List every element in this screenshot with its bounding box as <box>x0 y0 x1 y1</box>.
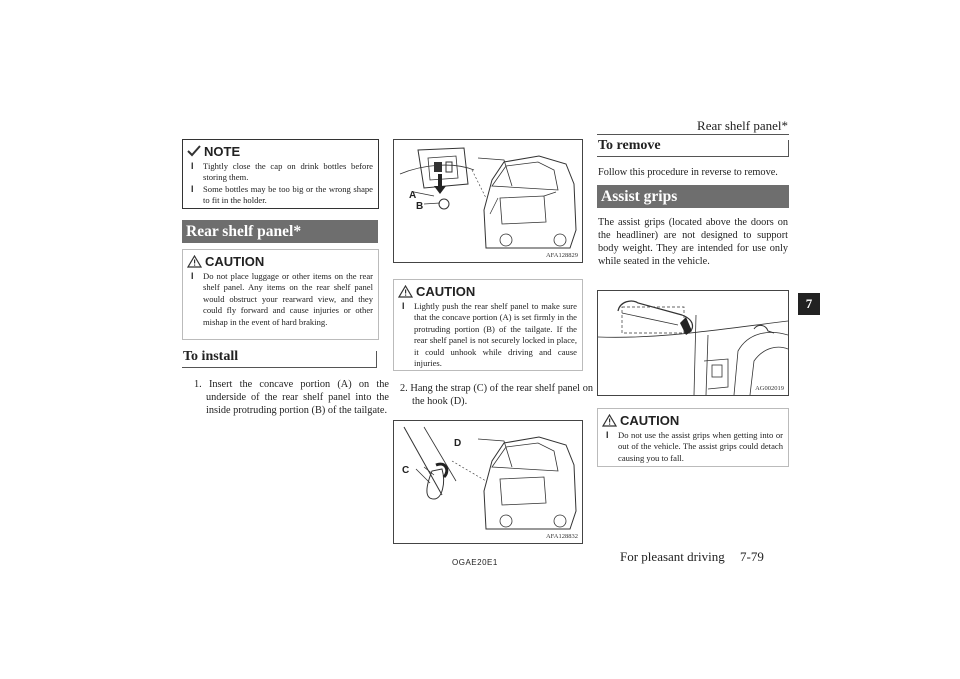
caution-item: l Do not use the assist grips when getting into or out of the vehicle. The assist grips could detach causing you to fall. <box>606 430 783 464</box>
caution-label: CAUTION <box>205 253 265 269</box>
caution-triangle-icon <box>602 414 617 427</box>
figure-install-hook <box>393 139 583 263</box>
caution-label: CAUTION <box>620 412 680 428</box>
figure-strap-drawing <box>394 421 582 543</box>
section-title-rear-shelf: Rear shelf panel* <box>182 220 378 243</box>
footer-section-title: For pleasant driving <box>620 549 725 564</box>
down-arrow-icon <box>434 174 446 194</box>
header-rule <box>597 134 789 135</box>
caution-header <box>183 250 378 269</box>
caution-header <box>598 409 788 428</box>
chapter-tab: 7 <box>798 293 820 315</box>
assist-grips-text: The assist grips (located above the doors on the headliner) are not designed to support body weight. They are intended for use only while seated in the vehicle. <box>598 217 788 267</box>
note-box <box>182 139 379 209</box>
subsection-rule <box>182 367 377 368</box>
remove-text: Follow this procedure in reverse to remove. <box>598 167 778 178</box>
note-item-2: l Some bottles may be too big or the wrong shape to fit in the holder. <box>191 184 373 207</box>
subsection-rule <box>597 156 789 157</box>
note-header <box>183 140 378 159</box>
figure-install-drawing <box>394 140 582 262</box>
fig2-label-c: C <box>402 465 410 476</box>
section-title-assist-grips: Assist grips <box>597 185 789 208</box>
figure-assist-drawing <box>598 291 788 395</box>
caution-item: l Lightly push the rear shelf panel to make sure that the concave portion (A) is set firmly in the protruding portion (B) of the tailgate. If the rear shelf panel is not securely locked in place, it could unhook while driving and cause injuries. <box>402 301 577 369</box>
install-step-2: 2. Hang the strap (C) of the rear shelf panel on the hook (D). <box>400 383 593 407</box>
caution-triangle-icon <box>398 285 413 298</box>
subsection-rule-tick <box>376 351 377 367</box>
subsection-title-install: To install <box>183 349 239 364</box>
fig1-label-a: A <box>409 190 417 201</box>
subsection-title-remove: To remove <box>598 138 661 153</box>
caution-item: l Do not place luggage or other items on the rear shelf panel. Any items on the rear shelf panel would obstruct your rearward view, and they could fly forward and cause injuries or other mishap in the event of hard braking. <box>191 271 373 328</box>
caution-box-assist <box>597 408 789 467</box>
document-code: OGAE20E1 <box>452 558 498 567</box>
fig1-label-b: B <box>416 201 424 212</box>
caution-label: CAUTION <box>416 283 476 299</box>
caution-header <box>394 280 582 299</box>
figure-code: AG002019 <box>755 385 784 392</box>
figure-install-strap <box>393 420 583 544</box>
note-icon <box>187 145 201 157</box>
subsection-rule-tick <box>788 140 789 156</box>
note-item-1: l Tightly close the cap on drink bottles before storing them. <box>191 161 373 184</box>
install-step-1: 1. Insert the concave portion (A) on the underside of the rear shelf panel into the inside protruding portion (B) of the tailgate. <box>194 379 389 416</box>
figure-assist-grip <box>597 290 789 396</box>
caution-triangle-icon <box>187 255 202 268</box>
note-label: NOTE <box>204 143 241 159</box>
figure-code: AFA128832 <box>545 533 578 540</box>
page-number: 7-79 <box>740 549 764 564</box>
caution-box-install <box>393 279 583 371</box>
running-header: Rear shelf panel* <box>697 118 788 133</box>
figure-code: AFA128829 <box>545 252 578 259</box>
caution-box-rear-shelf <box>182 249 379 340</box>
fig2-label-d: D <box>454 438 462 449</box>
